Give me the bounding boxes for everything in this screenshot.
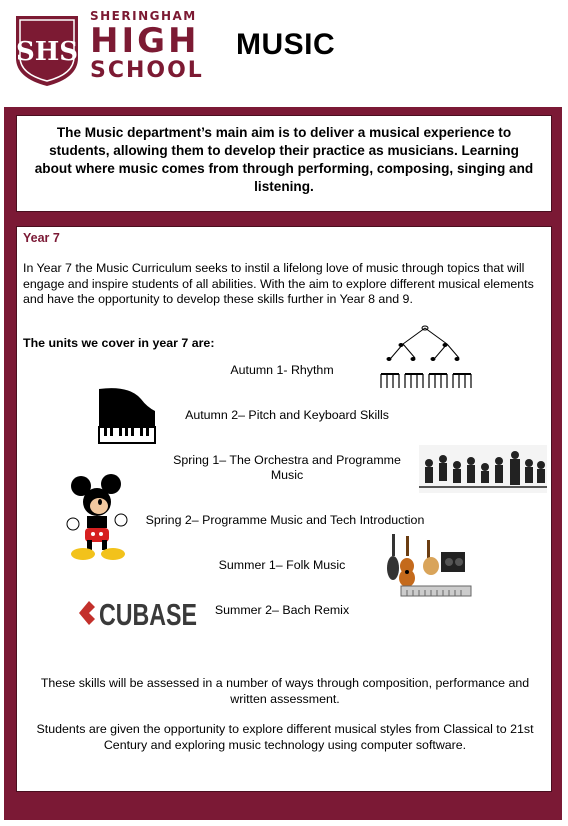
unit-spring-1: Spring 1– The Orchestra and Programme Music bbox=[173, 453, 401, 482]
school-name-line1: SHERINGHAM bbox=[90, 9, 197, 23]
orchestra-icon bbox=[419, 445, 547, 498]
cartoon-mouse-icon bbox=[67, 474, 129, 567]
school-name-line2: HIGH bbox=[90, 21, 200, 61]
school-name-line3: SCHOOL bbox=[90, 58, 204, 83]
unit-summer-2: Summer 2– Bach Remix bbox=[214, 603, 350, 617]
intro-paragraph: In Year 7 the Music Curriculum seeks to instil a lifelong love of music through topics that will engage and inspire students of all abilities. With the aim to explore different musical elements and have the opportunity to develop these skills further in Year 8 and 9. bbox=[23, 261, 534, 306]
assessment-paragraph: These skills will be assessed in a number of ways through composition, performance and written assessment. bbox=[40, 676, 530, 706]
unit-spring-2: Spring 2– Programme Music and Tech Introduction bbox=[145, 513, 425, 527]
unit-autumn-1: Autumn 1- Rhythm bbox=[230, 363, 334, 377]
aim-statement: The Music department’s main aim is to deliver a musical experience to students, allowing them to develop their practice as musicians. Learning about where music comes from through performing, composing, singing and listening. bbox=[16, 115, 552, 212]
cubase-logo-icon bbox=[75, 593, 199, 638]
shield-icon bbox=[14, 14, 80, 88]
unit-autumn-2: Autumn 2– Pitch and Keyboard Skills bbox=[185, 408, 389, 422]
school-crest bbox=[14, 14, 80, 88]
units-heading: The units we cover in year 7 are: bbox=[23, 336, 215, 350]
grand-piano-icon bbox=[95, 385, 159, 452]
school-name bbox=[90, 10, 204, 82]
styles-paragraph: Students are given the opportunity to explore different musical styles from Classical to 21st Century and exploring music technology using computer software. bbox=[36, 722, 534, 752]
content-frame bbox=[4, 107, 562, 820]
year-heading: Year 7 bbox=[23, 231, 60, 245]
cubase-logo-text: CUBASE bbox=[99, 597, 197, 632]
page-title: MUSIC bbox=[236, 28, 336, 61]
year7-panel bbox=[16, 226, 552, 792]
rhythm-notes-icon bbox=[377, 324, 473, 397]
unit-summer-1: Summer 1– Folk Music bbox=[218, 558, 346, 572]
logo-monogram: SHS bbox=[15, 37, 79, 67]
guitars-icon bbox=[387, 532, 473, 603]
